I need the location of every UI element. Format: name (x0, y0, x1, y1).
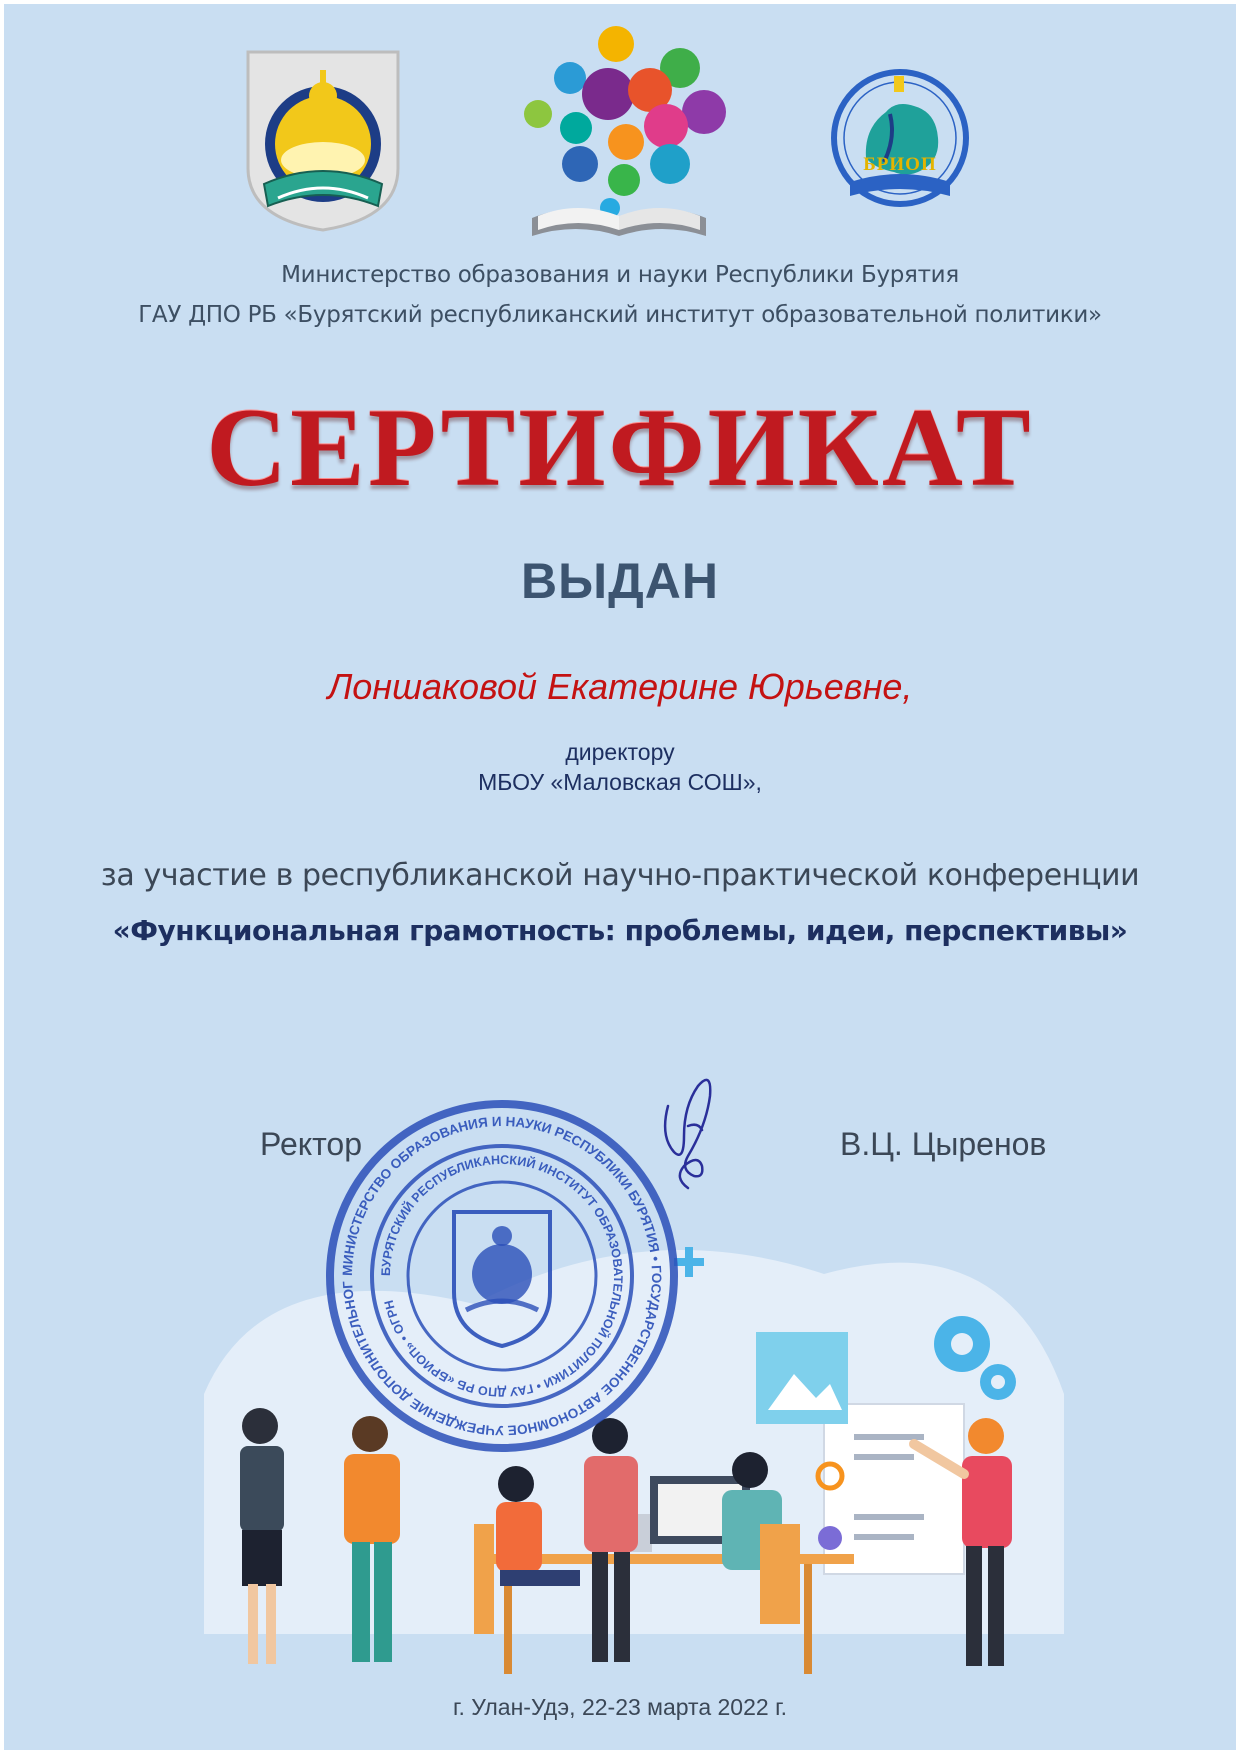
rector-title: Ректор (260, 1126, 362, 1162)
rector-signature (654, 1066, 734, 1196)
recipient-organization: МБОУ «Маловская СОШ», (478, 769, 762, 795)
certificate-page (4, 4, 1236, 1750)
institute-stamp (322, 1096, 682, 1456)
recipient-position: директору (565, 739, 675, 765)
issued-label: ВЫДАН (521, 553, 719, 609)
rector-name: В.Ц. Цыренов (840, 1126, 1047, 1162)
institute-emblem-logo (824, 62, 976, 214)
certificate-title: СЕРТИФИКАТ (206, 386, 1034, 510)
coat-of-arms-logo (244, 48, 402, 234)
education-icons-logo (504, 22, 734, 242)
conference-topic: «Функциональная грамотность: проблемы, идеи, перспективы» (112, 914, 1128, 947)
institute-emblem-label: БРИОП (863, 154, 937, 175)
stamp-outer-text: МИНИСТЕРСТВО ОБРАЗОВАНИЯ И НАУКИ РЕСПУБЛИКИ БУРЯТИЯ • ГОСУДАРСТВЕННОЕ АВТОНОМНОЕ УЧРЕЖДЕНИЕ ДОПОЛНИТЕЛЬНОГ (339, 1113, 665, 1439)
ministry-header: Министерство образования и науки Республики Бурятия (281, 262, 959, 288)
institute-header: ГАУ ДПО РБ «Бурятский республиканский институт образовательной политики» (138, 302, 1102, 328)
participation-text: за участие в республиканской научно-практической конференции (100, 858, 1140, 893)
city-date: г. Улан-Удэ, 22-23 марта 2022 г. (452, 1694, 788, 1720)
stamp-inner-text: БУРЯТСКИЙ РЕСПУБЛИКАНСКИЙ ИНСТИТУТ ОБРАЗОВАТЕЛЬНОЙ ПОЛИТИКИ • ГАУ ДПО РБ «БРИОП» • ОГРН (378, 1152, 626, 1400)
recipient-name: Лоншаковой Екатерине Юрьевне, (327, 666, 913, 707)
